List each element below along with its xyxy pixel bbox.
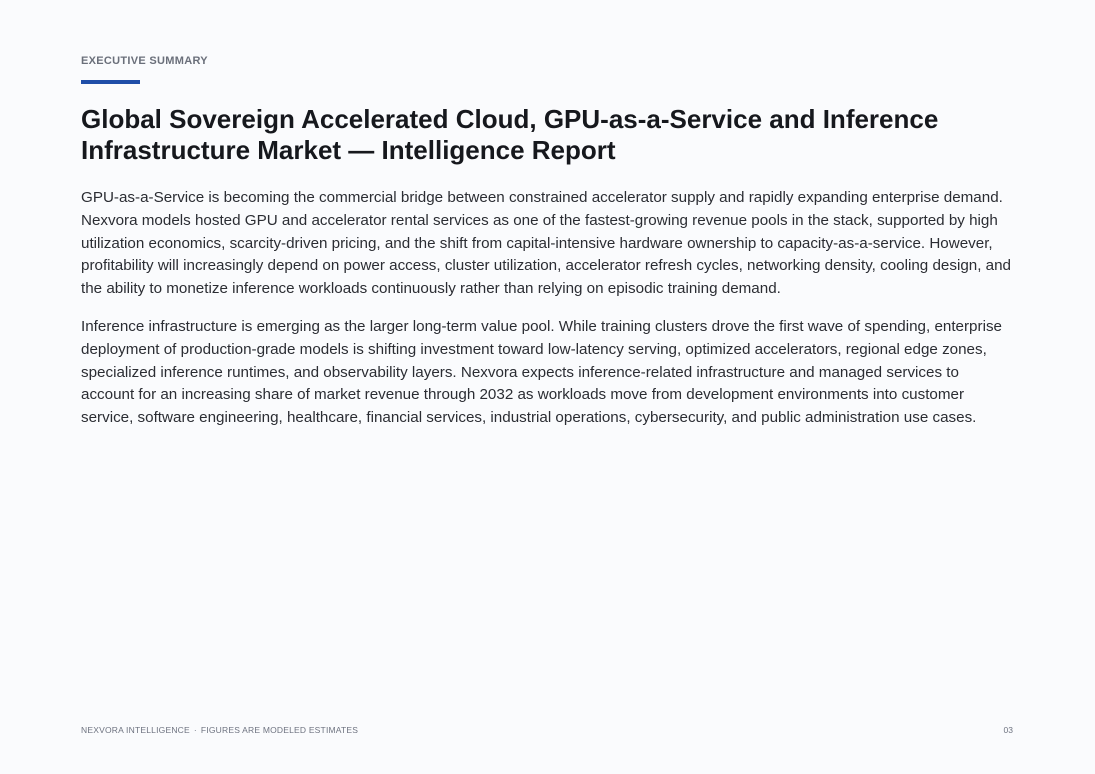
- footer-note: [81, 725, 358, 735]
- body-text: [81, 187, 1016, 445]
- section-label: EXECUTIVE SUMMARY: [81, 55, 208, 67]
- accent-bar: [81, 80, 140, 84]
- paragraph-1: GPU-as-a-Service is becoming the commercial bridge between constrained accelerator supply and rapidly expanding enterprise demand. Nexvora models hosted GPU and accelerator rental services as one of the fastest-growing revenue pools in the stack, supported by high utilization economics, scarcity-driven pricing, and the shift from capital-intensive hardware ownership to capacity-as-a-service. However, profitability will increasingly depend on power access, cluster utilization, accelerator refresh cycles, networking density, cooling design, and the ability to monetize inference workloads continuously rather than relying on episodic training demand.: [81, 189, 1011, 298]
- paragraph-2: Inference infrastructure is emerging as the larger long-term value pool. While training clusters drove the first wave of spending, enterprise deployment of production-grade models is shifting investment toward low-latency serving, optimized accelerators, regional edge zones, specialized inference runtimes, and observability layers. Nexvora expects inference-related infrastructure and managed services to account for an increasing share of market revenue through 2032 as workloads move from development environments into customer service, software engineering, healthcare, financial services, industrial operations, cybersecurity, and public administration use cases.: [81, 317, 1002, 427]
- footer-disclaimer: FIGURES ARE MODELED ESTIMATES: [200, 725, 359, 735]
- page-number: 03: [1003, 725, 1013, 735]
- report-page: [81, 0, 1016, 774]
- footer-brand: NEXVORA INTELLIGENCE: [81, 725, 190, 735]
- footer-separator: ·: [193, 725, 197, 735]
- page-title: Global Sovereign Accelerated Cloud, GPU-as-a-Service and Inference Infrastructure Market — Intelligence Report: [81, 104, 939, 165]
